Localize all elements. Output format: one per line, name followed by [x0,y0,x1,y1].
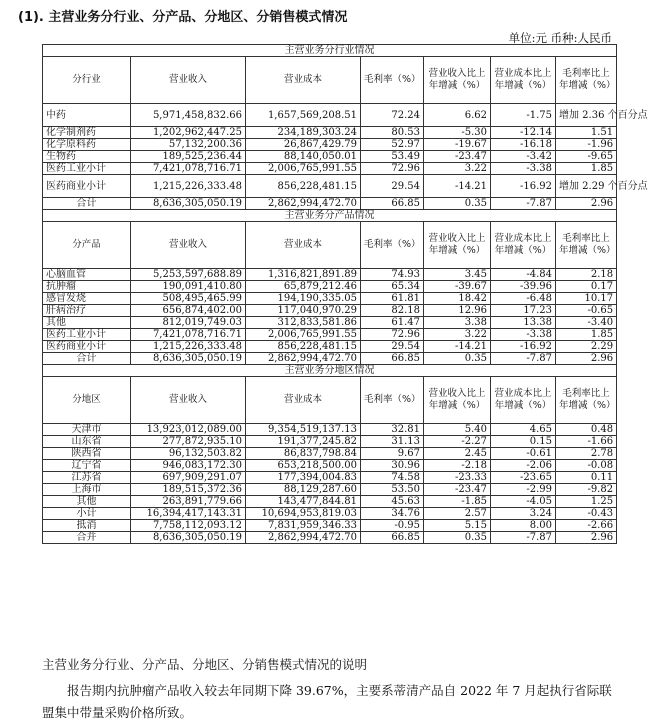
cell-margin-change: 增加 2.29 个百分点 [556,175,617,198]
table-row [43,484,617,496]
cell-margin-change: 2.96 [556,353,617,365]
column-header: 毛利率比上年增减（%） [556,377,617,424]
cell-cost-change: 3.24 [491,508,556,520]
cell-cost: 234,189,303.24 [246,127,361,139]
column-header: 营业成本 [246,57,361,104]
column-header-row [43,57,617,104]
cell-revenue: 1,202,962,447.25 [131,127,246,139]
cell-margin: -0.95 [361,520,424,532]
row-label: 抵消 [43,520,131,532]
cell-margin-change: 1.85 [556,163,617,175]
cell-margin-change: -9.82 [556,484,617,496]
cell-margin: 53.50 [361,484,424,496]
table-row [43,293,617,305]
table-row [43,269,617,281]
row-label: 合计 [43,353,131,365]
table-row [43,460,617,472]
section-title-row [43,365,617,377]
table-row [43,329,617,341]
cell-margin-change: -3.40 [556,317,617,329]
cell-revenue: 263,891,779.66 [131,496,246,508]
cell-margin: 61.81 [361,293,424,305]
cell-margin: 72.24 [361,104,424,127]
cell-cost-change: -7.87 [491,532,556,544]
cell-cost: 312,833,581.86 [246,317,361,329]
table-row [43,353,617,365]
cell-revenue: 1,215,226,333.48 [131,175,246,198]
cell-cost: 9,354,519,137.13 [246,424,361,436]
cell-margin: 31.13 [361,436,424,448]
cell-margin: 29.54 [361,175,424,198]
cell-rev-change: 12.96 [424,305,491,317]
column-header: 营业成本比上年增减（%） [491,57,556,104]
table-row [43,151,617,163]
section-heading: (1). 主营业务分行业、分产品、分地区、分销售模式情况 [18,10,348,25]
table-row [43,341,617,353]
cell-cost-change: -3.38 [491,163,556,175]
row-label: 江苏省 [43,472,131,484]
row-label: 山东省 [43,436,131,448]
column-header: 营业收入比上年增减（%） [424,222,491,269]
cell-revenue: 1,215,226,333.48 [131,341,246,353]
cell-margin-change: -0.08 [556,460,617,472]
cell-margin: 53.49 [361,151,424,163]
table-row [43,532,617,544]
table-row [43,104,617,127]
cell-rev-change: -19.67 [424,139,491,151]
cell-margin-change: 2.78 [556,448,617,460]
row-label: 合并 [43,532,131,544]
column-header-row [43,222,617,269]
table-row [43,472,617,484]
cell-cost-change: -4.84 [491,269,556,281]
cell-cost: 1,657,569,208.51 [246,104,361,127]
cell-margin: 74.58 [361,472,424,484]
column-header: 营业收入 [131,222,246,269]
row-label: 生物药 [43,151,131,163]
table-row [43,281,617,293]
cell-rev-change: 2.45 [424,448,491,460]
column-header: 营业成本比上年增减（%） [491,377,556,424]
cell-margin: 66.85 [361,353,424,365]
cell-cost: 10,694,953,819.03 [246,508,361,520]
cell-cost: 2,006,765,991.55 [246,163,361,175]
cell-margin-change: 0.17 [556,281,617,293]
cell-margin: 74.93 [361,269,424,281]
cell-cost-change: -12.14 [491,127,556,139]
cell-revenue: 7,421,078,716.71 [131,163,246,175]
cell-revenue: 8,636,305,050.19 [131,353,246,365]
cell-margin: 72.96 [361,163,424,175]
cell-cost: 177,394,004.83 [246,472,361,484]
cell-cost-change: -2.06 [491,460,556,472]
cell-cost-change: 13.38 [491,317,556,329]
cell-cost-change: 4.65 [491,424,556,436]
cell-revenue: 7,421,078,716.71 [131,329,246,341]
cell-margin-change: 0.11 [556,472,617,484]
cell-cost-change: -23.65 [491,472,556,484]
cell-cost: 86,837,798.84 [246,448,361,460]
cell-cost-change: -7.87 [491,198,556,210]
cell-margin: 9.67 [361,448,424,460]
column-header: 营业收入 [131,57,246,104]
cell-rev-change: 3.22 [424,163,491,175]
cell-cost-change: 0.15 [491,436,556,448]
cell-revenue: 5,253,597,688.89 [131,269,246,281]
table-row [43,436,617,448]
cell-cost-change: -16.92 [491,341,556,353]
cell-margin-change: 增加 2.36 个百分点 [556,104,617,127]
column-header: 营业成本比上年增减（%） [491,222,556,269]
cell-cost-change: -4.05 [491,496,556,508]
cell-cost-change: -7.87 [491,353,556,365]
table-row [43,424,617,436]
cell-margin-change: 2.96 [556,532,617,544]
cell-cost: 143,477,844.81 [246,496,361,508]
cell-rev-change: -1.85 [424,496,491,508]
cell-margin-change: -0.43 [556,508,617,520]
cell-cost: 1,316,821,891.89 [246,269,361,281]
row-label: 小计 [43,508,131,520]
cell-rev-change: -2.27 [424,436,491,448]
cell-revenue: 697,909,291.07 [131,472,246,484]
cell-revenue: 7,758,112,093.12 [131,520,246,532]
cell-margin-change: -9.65 [556,151,617,163]
cell-revenue: 189,525,236.44 [131,151,246,163]
cell-margin: 30.96 [361,460,424,472]
row-label: 医药工业小计 [43,329,131,341]
cell-cost-change: 17.23 [491,305,556,317]
table-row [43,198,617,210]
cell-revenue: 190,091,410.80 [131,281,246,293]
row-label: 上海市 [43,484,131,496]
cell-revenue: 508,495,465.99 [131,293,246,305]
cell-rev-change: 0.35 [424,198,491,210]
column-header: 分产品 [43,222,131,269]
cell-cost: 88,140,050.01 [246,151,361,163]
cell-revenue: 5,971,458,832.66 [131,104,246,127]
table-row [43,508,617,520]
row-label: 化学原料药 [43,139,131,151]
cell-revenue: 16,394,417,143.31 [131,508,246,520]
cell-margin: 65.34 [361,281,424,293]
column-header: 分行业 [43,57,131,104]
cell-margin: 45.63 [361,496,424,508]
row-label: 陕西省 [43,448,131,460]
cell-revenue: 277,872,935.10 [131,436,246,448]
cell-cost-change: -0.61 [491,448,556,460]
cell-margin-change: 1.85 [556,329,617,341]
cell-rev-change: 18.42 [424,293,491,305]
cell-margin-change: -1.66 [556,436,617,448]
row-label: 医药商业小计 [43,175,131,198]
cell-margin-change: 1.51 [556,127,617,139]
cell-rev-change: 3.45 [424,269,491,281]
column-header: 营业收入 [131,377,246,424]
column-header-row [43,377,617,424]
cell-margin-change: 0.48 [556,424,617,436]
table-row [43,520,617,532]
cell-cost-change: 8.00 [491,520,556,532]
column-header: 毛利率（%） [361,222,424,269]
row-label: 医药工业小计 [43,163,131,175]
cell-cost-change: -16.18 [491,139,556,151]
cell-rev-change: -39.67 [424,281,491,293]
cell-rev-change: 5.40 [424,424,491,436]
cell-cost: 117,040,970.29 [246,305,361,317]
cell-cost: 653,218,500.00 [246,460,361,472]
cell-rev-change: -5.30 [424,127,491,139]
cell-cost-change: -39.96 [491,281,556,293]
row-label: 抗肿瘤 [43,281,131,293]
cell-cost: 2,862,994,472.70 [246,353,361,365]
section-title-row [43,45,617,57]
cell-margin: 29.54 [361,341,424,353]
row-label: 肝病治疗 [43,305,131,317]
cell-revenue: 8,636,305,050.19 [131,532,246,544]
cell-cost: 65,879,212.46 [246,281,361,293]
table-row [43,163,617,175]
row-label: 心脑血管 [43,269,131,281]
cell-margin: 66.85 [361,198,424,210]
cell-margin: 32.81 [361,424,424,436]
cell-revenue: 13,923,012,089.00 [131,424,246,436]
cell-cost-change: -3.42 [491,151,556,163]
cell-rev-change: -23.33 [424,472,491,484]
table-row [43,317,617,329]
row-label: 化学制剂药 [43,127,131,139]
cell-cost: 194,190,335.05 [246,293,361,305]
column-header: 毛利率比上年增减（%） [556,222,617,269]
cell-rev-change: 0.35 [424,353,491,365]
cell-rev-change: 3.38 [424,317,491,329]
column-header: 营业收入比上年增减（%） [424,377,491,424]
cell-margin-change: 1.25 [556,496,617,508]
cell-cost: 2,006,765,991.55 [246,329,361,341]
cell-rev-change: -23.47 [424,151,491,163]
cell-rev-change: -23.47 [424,484,491,496]
row-label: 天津市 [43,424,131,436]
table-body [43,45,648,544]
column-header: 毛利率（%） [361,57,424,104]
cell-cost: 26,867,429.79 [246,139,361,151]
cell-rev-change: 5.15 [424,520,491,532]
cell-cost: 856,228,481.15 [246,341,361,353]
cell-cost: 191,377,245.82 [246,436,361,448]
cell-margin: 80.53 [361,127,424,139]
cell-margin-change: 2.96 [556,198,617,210]
cell-rev-change: -14.21 [424,175,491,198]
section-title: 主营业务分产品情况 [43,210,617,222]
cell-rev-change: 2.57 [424,508,491,520]
note-body: 报告期内抗肿瘤产品收入较去年同期下降 39.67%，主要系蒂清产品自 2022 年 7 月起执行省际联盟集中带量采购价格所致。 [42,683,612,720]
cell-cost: 2,862,994,472.70 [246,198,361,210]
cell-rev-change: 0.35 [424,532,491,544]
row-label: 医药商业小计 [43,341,131,353]
cell-margin: 34.76 [361,508,424,520]
cell-cost: 856,228,481.15 [246,175,361,198]
cell-rev-change: 3.22 [424,329,491,341]
cell-cost-change: -6.48 [491,293,556,305]
row-label: 辽宁省 [43,460,131,472]
row-label: 感冒发烧 [43,293,131,305]
cell-margin-change: -0.65 [556,305,617,317]
row-label: 合计 [43,198,131,210]
cell-margin-change: 10.17 [556,293,617,305]
table-row [43,127,617,139]
cell-revenue: 8,636,305,050.19 [131,198,246,210]
table-row [43,448,617,460]
section-title: 主营业务分行业情况 [43,45,617,57]
cell-margin-change: 2.18 [556,269,617,281]
table-row [43,305,617,317]
unit-currency-line: 单位:元 币种:人民币 [508,31,612,45]
cell-revenue: 189,515,372.36 [131,484,246,496]
section-title: 主营业务分地区情况 [43,365,617,377]
business-segment-table [42,44,648,544]
cell-revenue: 96,132,503.82 [131,448,246,460]
row-label: 其他 [43,317,131,329]
cell-rev-change: 6.62 [424,104,491,127]
section-title-row [43,210,617,222]
cell-margin-change: -2.66 [556,520,617,532]
column-header: 营业收入比上年增减（%） [424,57,491,104]
cell-margin: 52.97 [361,139,424,151]
cell-cost-change: -16.92 [491,175,556,198]
cell-margin-change: -1.96 [556,139,617,151]
column-header: 营业成本 [246,222,361,269]
cell-cost: 2,862,994,472.70 [246,532,361,544]
row-label: 其他 [43,496,131,508]
column-header: 营业成本 [246,377,361,424]
cell-revenue: 812,019,749.03 [131,317,246,329]
cell-margin-change: 2.29 [556,341,617,353]
table-row [43,175,617,198]
note-title: 主营业务分行业、分产品、分地区、分销售模式情况的说明 [42,657,368,672]
cell-margin: 61.47 [361,317,424,329]
column-header: 分地区 [43,377,131,424]
table-row [43,139,617,151]
column-header: 毛利率比上年增减（%） [556,57,617,104]
cell-cost: 88,129,287.60 [246,484,361,496]
cell-margin: 66.85 [361,532,424,544]
cell-revenue: 946,083,172.30 [131,460,246,472]
cell-cost-change: -1.75 [491,104,556,127]
cell-revenue: 656,874,402.00 [131,305,246,317]
row-label: 中药 [43,104,131,127]
cell-rev-change: -14.21 [424,341,491,353]
cell-margin: 82.18 [361,305,424,317]
cell-cost: 7,831,959,346.33 [246,520,361,532]
column-header: 毛利率（%） [361,377,424,424]
cell-margin: 72.96 [361,329,424,341]
cell-cost-change: -2.99 [491,484,556,496]
cell-rev-change: -2.18 [424,460,491,472]
cell-revenue: 57,132,200.36 [131,139,246,151]
table-row [43,496,617,508]
cell-cost-change: -3.38 [491,329,556,341]
